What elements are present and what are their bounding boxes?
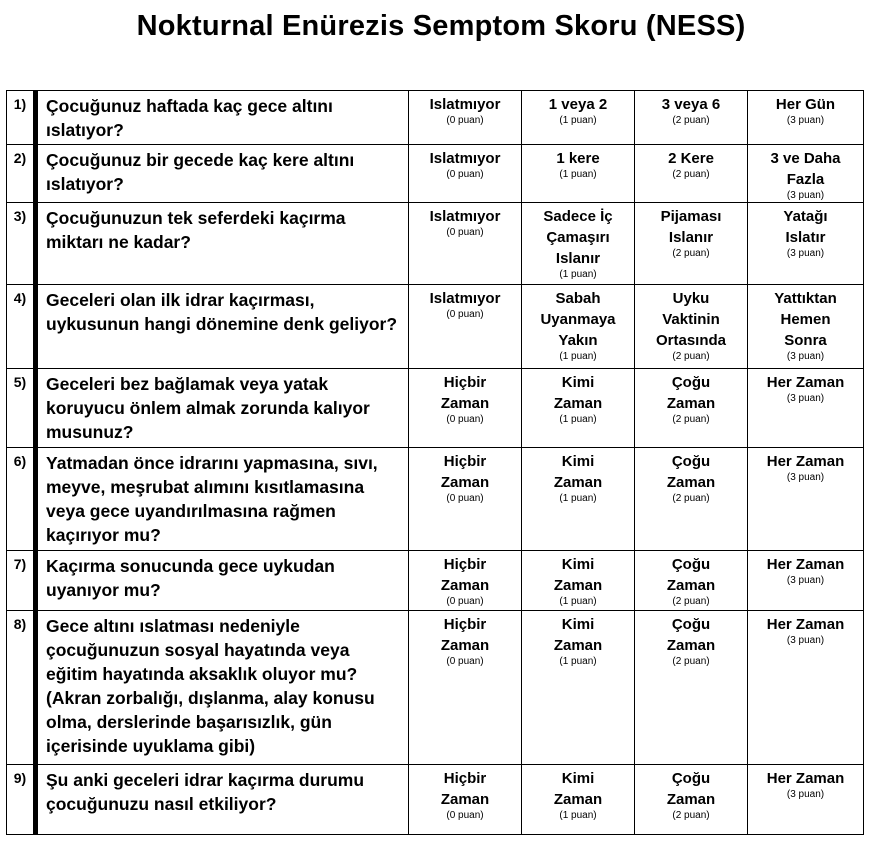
option-label: Kimi Zaman bbox=[553, 374, 603, 412]
question-text: Çocuğunuz bir gecede kaç kere altını ıslatıyor? bbox=[36, 145, 409, 203]
option-label: Çoğu Zaman bbox=[666, 556, 716, 594]
question-text: Çocuğunuzun tek seferdeki kaçırma miktarı ne kadar? bbox=[36, 203, 409, 285]
option-score: (0 puan) bbox=[446, 656, 484, 667]
question-number: 6) bbox=[7, 448, 36, 551]
answer-option bbox=[522, 369, 635, 448]
option-label: Hiçbir Zaman bbox=[440, 556, 490, 594]
option-label: Islatmıyor bbox=[429, 150, 501, 167]
page-title: Nokturnal Enürezis Semptom Skoru (NESS) bbox=[136, 10, 746, 42]
question-number: 3) bbox=[7, 203, 36, 285]
option-score: (1 puan) bbox=[559, 269, 597, 280]
option-score: (3 puan) bbox=[786, 190, 825, 201]
answer-option bbox=[522, 285, 635, 369]
option-score: (3 puan) bbox=[786, 115, 825, 126]
answer-option bbox=[748, 448, 864, 551]
option-label: Her Zaman bbox=[766, 770, 845, 787]
answer-option bbox=[522, 448, 635, 551]
question-row bbox=[7, 765, 864, 835]
question-number: 7) bbox=[7, 551, 36, 611]
answer-option bbox=[748, 611, 864, 765]
answer-option bbox=[748, 551, 864, 611]
option-score: (3 puan) bbox=[786, 472, 825, 483]
question-text: Kaçırma sonucunda gece uykudan uyanıyor mu? bbox=[36, 551, 409, 611]
option-score: (1 puan) bbox=[559, 169, 597, 180]
answer-option bbox=[409, 145, 522, 203]
option-score: (2 puan) bbox=[672, 493, 710, 504]
option-score: (2 puan) bbox=[672, 351, 710, 362]
answer-option bbox=[748, 91, 864, 145]
option-score: (0 puan) bbox=[446, 810, 484, 821]
question-row bbox=[7, 145, 864, 203]
option-label: Her Zaman bbox=[766, 374, 845, 391]
answer-option bbox=[748, 203, 864, 285]
question-row bbox=[7, 611, 864, 765]
answer-option bbox=[635, 285, 748, 369]
option-label: Sabah Uyanmaya Yakın bbox=[540, 290, 616, 349]
option-score: (2 puan) bbox=[672, 656, 710, 667]
answer-option bbox=[522, 611, 635, 765]
option-label: Kimi Zaman bbox=[553, 556, 603, 594]
question-row bbox=[7, 448, 864, 551]
option-score: (3 puan) bbox=[786, 351, 825, 362]
answer-option bbox=[409, 369, 522, 448]
question-number: 8) bbox=[7, 611, 36, 765]
question-row bbox=[7, 285, 864, 369]
option-score: (1 puan) bbox=[559, 596, 597, 607]
option-label: Kimi Zaman bbox=[553, 770, 603, 808]
answer-option bbox=[635, 203, 748, 285]
ness-score-table bbox=[6, 90, 864, 835]
option-label: 3 ve Daha Fazla bbox=[770, 150, 841, 188]
option-score: (3 puan) bbox=[786, 248, 825, 259]
question-text: Şu anki geceleri idrar kaçırma durumu çocuğunuzu nasıl etkiliyor? bbox=[36, 765, 409, 835]
option-score: (1 puan) bbox=[559, 656, 597, 667]
question-text: Yatmadan önce idrarını yapmasına, sıvı, meyve, meşrubat alımını kısıtlamasına veya gece uyandırılmasına rağmen kaçırıyor mu? bbox=[36, 448, 409, 551]
option-label: Hiçbir Zaman bbox=[440, 453, 490, 491]
option-label: 1 kere bbox=[556, 150, 600, 167]
option-score: (0 puan) bbox=[446, 493, 484, 504]
option-score: (1 puan) bbox=[559, 115, 597, 126]
question-text: Geceleri bez bağlamak veya yatak koruyucu önlem almak zorunda kalıyor musunuz? bbox=[36, 369, 409, 448]
option-label: Kimi Zaman bbox=[553, 616, 603, 654]
question-text: Gece altını ıslatması nedeniyle çocuğunuzun sosyal hayatında veya eğitim hayatında aksaklık oluyor mu? (Akran zorbalığı, dışlanma, alay konusu olma, derslerinde başarısızlık, gün içerisinde uyuklama gibi) bbox=[36, 611, 409, 765]
question-number: 2) bbox=[7, 145, 36, 203]
option-label: Kimi Zaman bbox=[553, 453, 603, 491]
answer-option bbox=[635, 145, 748, 203]
question-number: 4) bbox=[7, 285, 36, 369]
question-text: Geceleri olan ilk idrar kaçırması, uykusunun hangi dönemine denk geliyor? bbox=[36, 285, 409, 369]
question-number: 9) bbox=[7, 765, 36, 835]
option-score: (3 puan) bbox=[786, 635, 825, 646]
option-score: (2 puan) bbox=[672, 810, 710, 821]
answer-option bbox=[409, 448, 522, 551]
option-score: (3 puan) bbox=[786, 393, 825, 404]
option-score: (0 puan) bbox=[446, 414, 484, 425]
answer-option bbox=[409, 551, 522, 611]
option-label: Sadece İç Çamaşırı Islanır bbox=[543, 208, 613, 267]
answer-option bbox=[409, 91, 522, 145]
option-label: 3 veya 6 bbox=[661, 96, 721, 113]
option-score: (3 puan) bbox=[786, 575, 825, 586]
answer-option bbox=[635, 551, 748, 611]
option-score: (2 puan) bbox=[672, 414, 710, 425]
option-score: (1 puan) bbox=[559, 414, 597, 425]
answer-option bbox=[522, 203, 635, 285]
option-label: Hiçbir Zaman bbox=[440, 770, 490, 808]
option-label: Çoğu Zaman bbox=[666, 453, 716, 491]
answer-option bbox=[409, 611, 522, 765]
option-label: 1 veya 2 bbox=[548, 96, 608, 113]
option-score: (0 puan) bbox=[446, 227, 484, 238]
question-number: 5) bbox=[7, 369, 36, 448]
option-label: Çoğu Zaman bbox=[666, 374, 716, 412]
option-label: Her Zaman bbox=[766, 616, 845, 633]
answer-option bbox=[409, 765, 522, 835]
answer-option bbox=[635, 369, 748, 448]
answer-option bbox=[522, 91, 635, 145]
option-score: (2 puan) bbox=[672, 169, 710, 180]
option-score: (0 puan) bbox=[446, 169, 484, 180]
question-row bbox=[7, 203, 864, 285]
option-label: Çoğu Zaman bbox=[666, 770, 716, 808]
option-score: (0 puan) bbox=[446, 309, 484, 320]
option-label: Islatmıyor bbox=[429, 208, 501, 225]
answer-option bbox=[635, 448, 748, 551]
answer-option bbox=[635, 611, 748, 765]
option-label: Çoğu Zaman bbox=[666, 616, 716, 654]
answer-option bbox=[748, 145, 864, 203]
option-label: Hiçbir Zaman bbox=[440, 374, 490, 412]
option-label: Hiçbir Zaman bbox=[440, 616, 490, 654]
option-score: (0 puan) bbox=[446, 596, 484, 607]
option-score: (2 puan) bbox=[672, 248, 710, 259]
option-score: (1 puan) bbox=[559, 493, 597, 504]
option-label: Pijaması Islanır bbox=[660, 208, 722, 246]
question-text: Çocuğunuz haftada kaç gece altını ıslatıyor? bbox=[36, 91, 409, 145]
option-label: Her Gün bbox=[775, 96, 836, 113]
option-score: (1 puan) bbox=[559, 351, 597, 362]
option-score: (2 puan) bbox=[672, 596, 710, 607]
answer-option bbox=[748, 765, 864, 835]
option-score: (2 puan) bbox=[672, 115, 710, 126]
option-label: Her Zaman bbox=[766, 453, 845, 470]
question-row bbox=[7, 91, 864, 145]
option-score: (3 puan) bbox=[786, 789, 825, 800]
option-label: Her Zaman bbox=[766, 556, 845, 573]
option-score: (1 puan) bbox=[559, 810, 597, 821]
answer-option bbox=[522, 145, 635, 203]
option-label: 2 Kere bbox=[668, 150, 714, 167]
answer-option bbox=[409, 285, 522, 369]
answer-option bbox=[635, 765, 748, 835]
option-label: Yattıktan Hemen Sonra bbox=[774, 290, 837, 349]
question-number: 1) bbox=[7, 91, 36, 145]
option-label: Islatmıyor bbox=[429, 290, 501, 307]
answer-option bbox=[748, 285, 864, 369]
answer-option bbox=[522, 551, 635, 611]
question-row bbox=[7, 551, 864, 611]
answer-option bbox=[635, 91, 748, 145]
option-label: Islatmıyor bbox=[429, 96, 501, 113]
option-label: Uyku Vaktinin Ortasında bbox=[655, 290, 727, 349]
answer-option bbox=[748, 369, 864, 448]
answer-option bbox=[522, 765, 635, 835]
answer-option bbox=[409, 203, 522, 285]
question-row bbox=[7, 369, 864, 448]
option-score: (0 puan) bbox=[446, 115, 484, 126]
option-label: Yatağı Islatır bbox=[783, 208, 828, 246]
